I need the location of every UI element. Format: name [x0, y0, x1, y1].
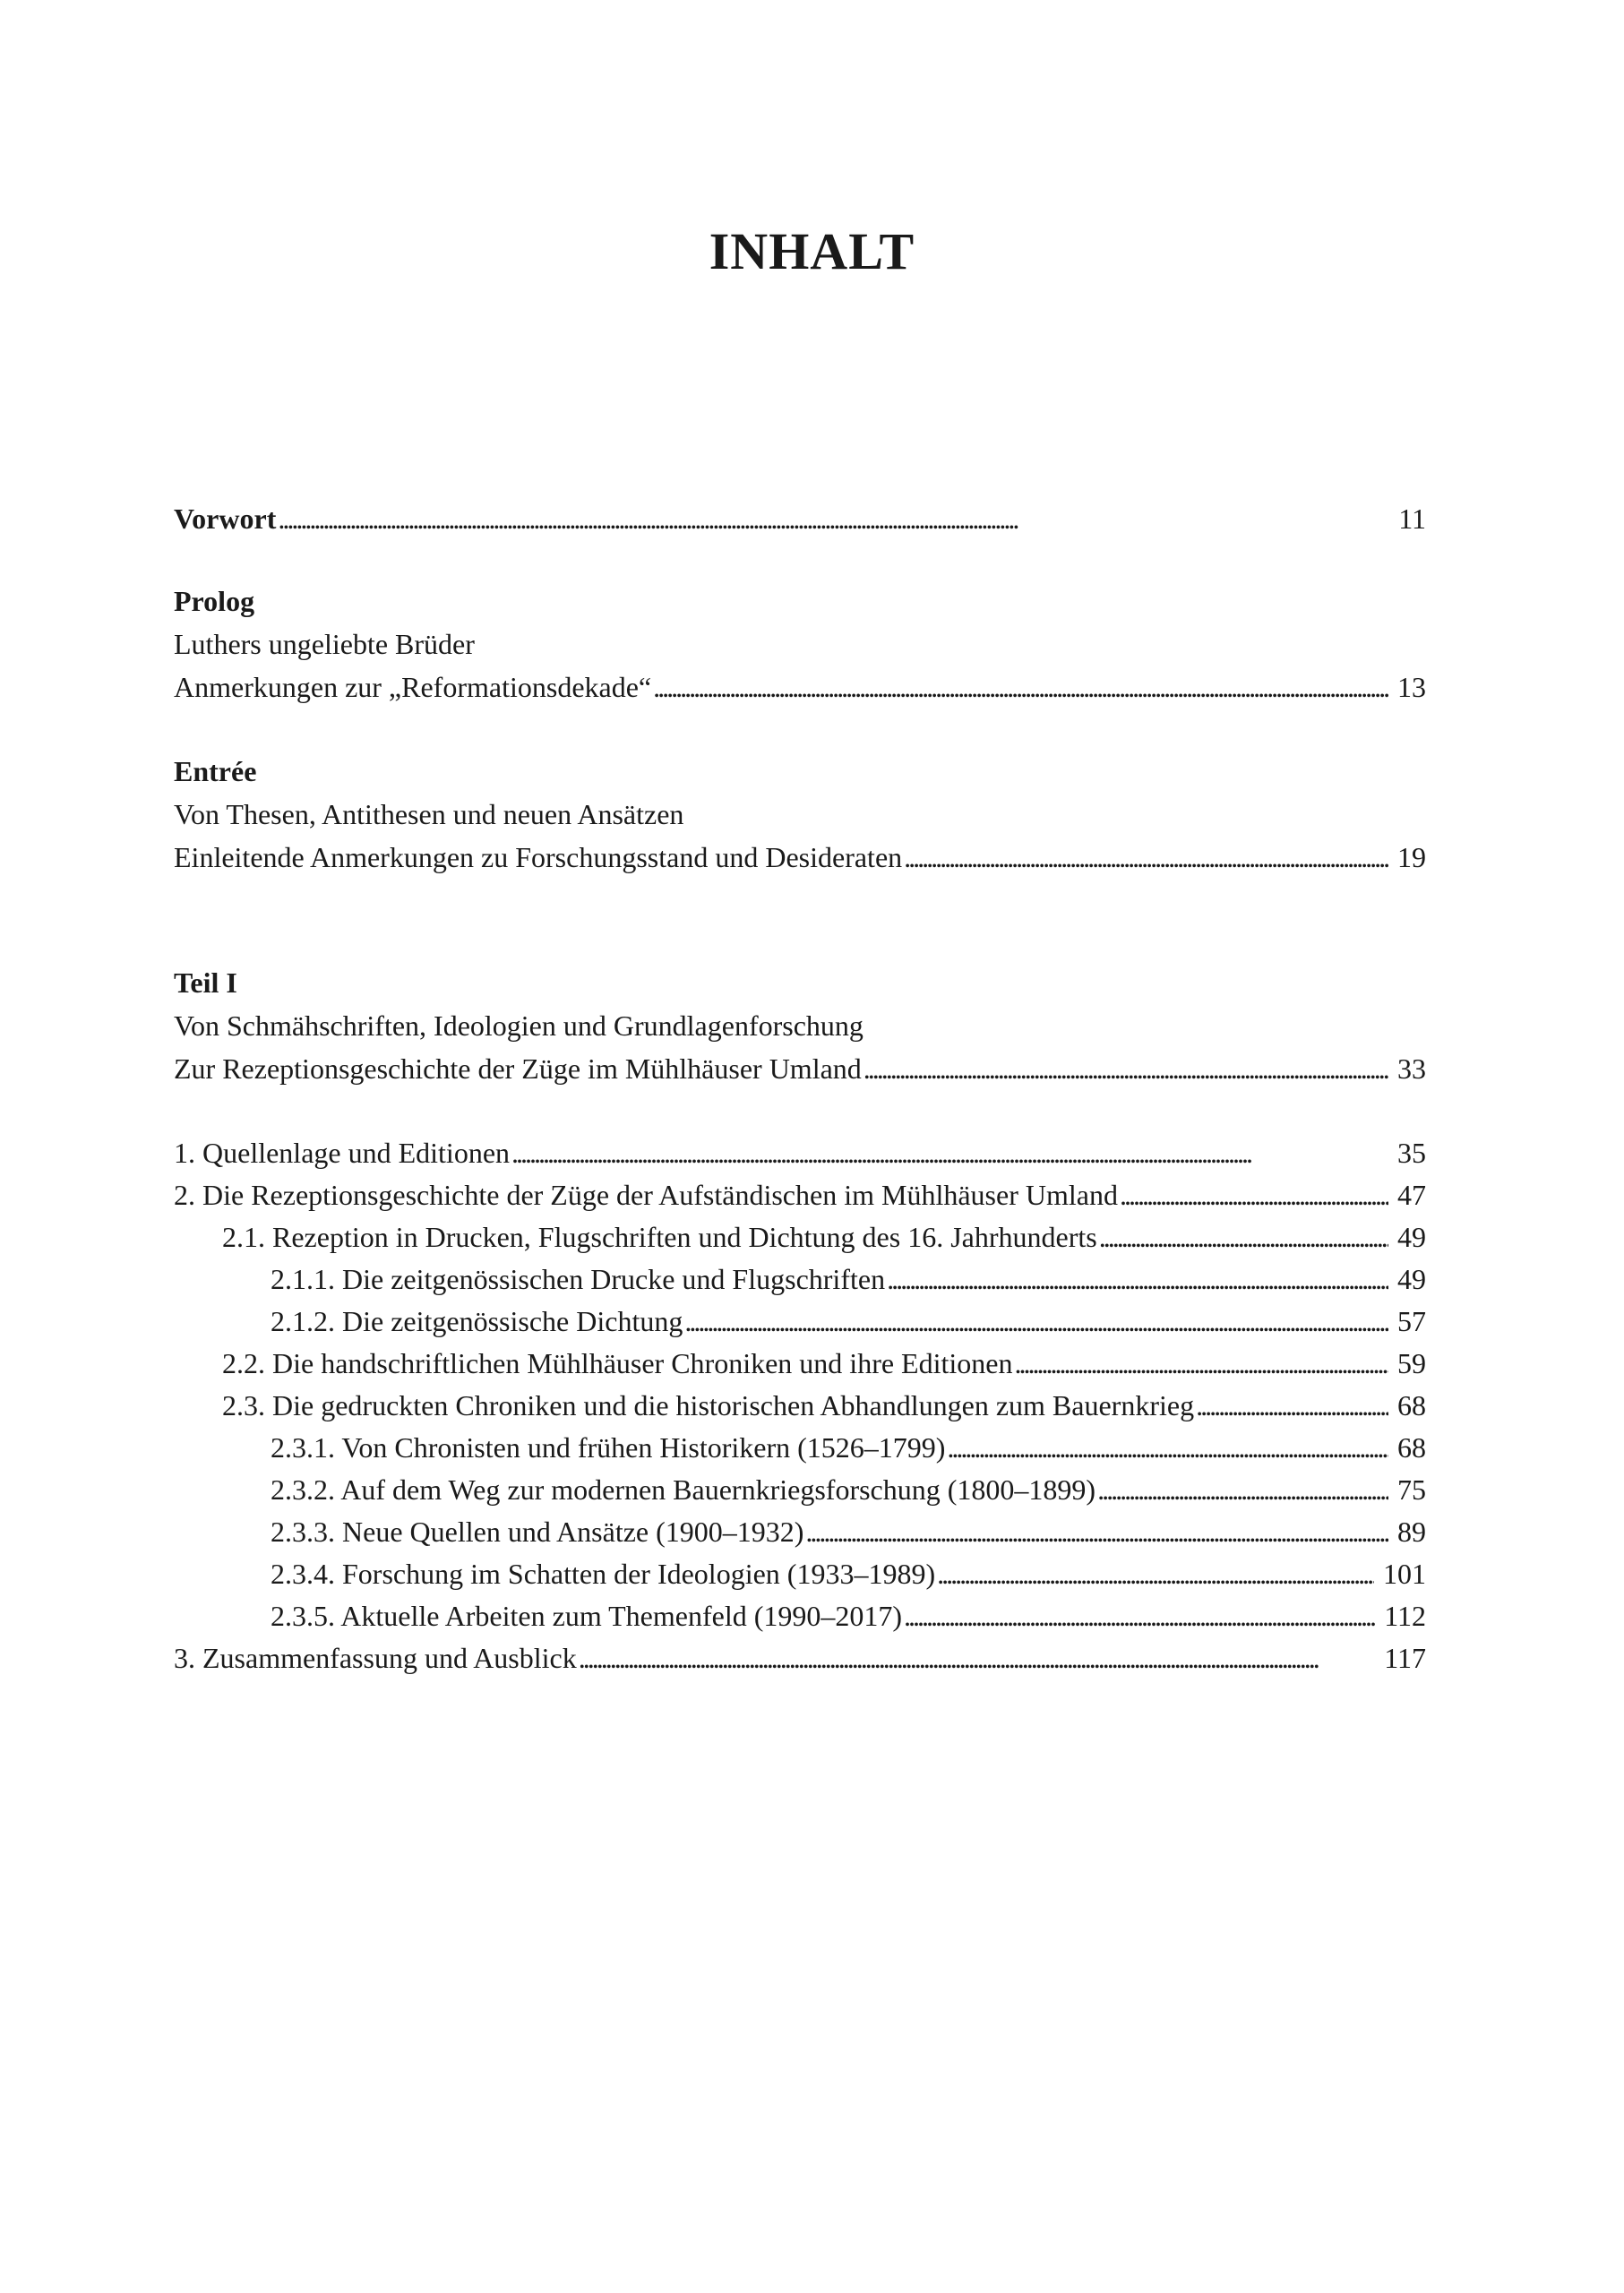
- dot-leader: [511, 1132, 1388, 1173]
- toc-entry-label: Einleitende Anmerkungen zu Forschungsstand und Desideraten: [174, 841, 903, 873]
- toc-entry: [222, 1216, 1426, 1258]
- dot-leader: [579, 1637, 1375, 1679]
- toc-entry-label: Zur Rezeptionsgeschichte der Züge im Mühlhäuser Umland: [174, 1052, 862, 1085]
- toc-entry-page: 89: [1397, 1516, 1426, 1548]
- dot-leader: [947, 1427, 1388, 1468]
- dot-leader: [1097, 1469, 1388, 1510]
- toc-entry-entree: [174, 837, 1426, 878]
- section-title-teil-1: Von Schmähschriften, Ideologien und Grundlagenforschung: [174, 1009, 864, 1042]
- toc-entry: [174, 1637, 1426, 1679]
- dot-leader: [1120, 1174, 1388, 1215]
- toc-entry-label: 2.3.2. Auf dem Weg zur modernen Bauernkriegsforschung (1800–1899): [271, 1473, 1096, 1506]
- page-title: INHALT: [709, 222, 915, 280]
- toc-entry: [271, 1511, 1426, 1552]
- toc-entry-label: 2.2. Die handschriftlichen Mühlhäuser Chroniken und ihre Editionen: [222, 1347, 1013, 1379]
- toc-entry-page: 33: [1397, 1052, 1426, 1085]
- dot-leader: [864, 1048, 1388, 1089]
- toc-entry: [271, 1427, 1426, 1468]
- toc-entry-page: 75: [1397, 1473, 1426, 1506]
- toc-entry-page: 117: [1384, 1642, 1426, 1674]
- toc-entry-prolog: [174, 666, 1426, 708]
- toc-entry-label: Anmerkungen zur „Reformationsdekade“: [174, 671, 652, 703]
- toc-entry-page: 19: [1397, 841, 1426, 873]
- dot-leader: [278, 498, 1389, 539]
- toc-entry-label: 1. Quellenlage und Editionen: [174, 1137, 511, 1169]
- dot-leader: [805, 1511, 1388, 1552]
- toc-entry: [271, 1258, 1426, 1300]
- toc-entry: [271, 1469, 1426, 1510]
- toc-entry-label: 2.3. Die gedruckten Chroniken und die historischen Abhandlungen zum Bauernkrieg: [222, 1389, 1195, 1421]
- toc-entry: [271, 1553, 1426, 1594]
- toc-entry-label: 2.1.1. Die zeitgenössischen Drucke und Flugschriften: [271, 1263, 886, 1295]
- dot-leader: [1099, 1216, 1388, 1258]
- dot-leader: [653, 666, 1388, 708]
- toc-entry-page: 57: [1397, 1305, 1426, 1337]
- toc-entry-label: 3. Zusammenfassung und Ausblick: [174, 1642, 577, 1674]
- toc-entry-label: 2.3.3. Neue Quellen und Ansätze (1900–1932): [271, 1516, 804, 1548]
- section-title-prolog: Luthers ungeliebte Brüder: [174, 628, 475, 660]
- dot-leader: [1196, 1385, 1388, 1426]
- toc-entry: [271, 1595, 1426, 1636]
- dot-leader: [904, 1595, 1375, 1636]
- section-heading-entree: Entrée: [174, 755, 257, 787]
- dot-leader: [937, 1553, 1374, 1594]
- toc-entry: [271, 1301, 1426, 1342]
- toc-entry-page: 13: [1397, 671, 1426, 703]
- section-heading-teil-1: Teil I: [174, 966, 237, 999]
- toc-entry-label: 2.1. Rezeption in Drucken, Flugschriften und Dichtung des 16. Jahrhunderts: [222, 1221, 1097, 1253]
- toc-entry-label: 2.3.1. Von Chronisten und frühen Historikern (1526–1799): [271, 1431, 946, 1464]
- toc-entry-teil-1: [174, 1048, 1426, 1089]
- toc-entry-page: 59: [1397, 1347, 1426, 1379]
- toc-entry-label: 2. Die Rezeptionsgeschichte der Züge der Aufständischen im Mühlhäuser Umland: [174, 1179, 1118, 1211]
- toc-entry-page: 49: [1397, 1221, 1426, 1253]
- section-heading-prolog: Prolog: [174, 585, 255, 617]
- toc-entry: [222, 1385, 1426, 1426]
- toc-entry-page: 68: [1397, 1431, 1426, 1464]
- toc-entry-label: Vorwort: [174, 502, 277, 535]
- toc-entry-page: 11: [1398, 502, 1426, 535]
- dot-leader: [1014, 1343, 1388, 1384]
- dot-leader: [887, 1258, 1388, 1300]
- toc-entry-page: 49: [1397, 1263, 1426, 1295]
- toc-entry-label: 2.3.4. Forschung im Schatten der Ideologien (1933–1989): [271, 1558, 936, 1590]
- section-title-entree: Von Thesen, Antithesen und neuen Ansätzen: [174, 798, 684, 830]
- toc-entry-label: 2.3.5. Aktuelle Arbeiten zum Themenfeld (1990–2017): [271, 1600, 903, 1632]
- toc-entry-label: 2.1.2. Die zeitgenössische Dichtung: [271, 1305, 683, 1337]
- toc-entry-page: 68: [1397, 1389, 1426, 1421]
- toc-entry: [174, 1132, 1426, 1173]
- toc-entry: [174, 1174, 1426, 1215]
- toc-entry-page: 101: [1383, 1558, 1426, 1590]
- toc-entry-page: 112: [1384, 1600, 1426, 1632]
- toc-entry-vorwort: [174, 498, 1426, 539]
- toc-entry-page: 35: [1397, 1137, 1426, 1169]
- dot-leader: [904, 837, 1388, 878]
- toc-entry: [222, 1343, 1426, 1384]
- dot-leader: [684, 1301, 1388, 1342]
- toc-entry-page: 47: [1397, 1179, 1426, 1211]
